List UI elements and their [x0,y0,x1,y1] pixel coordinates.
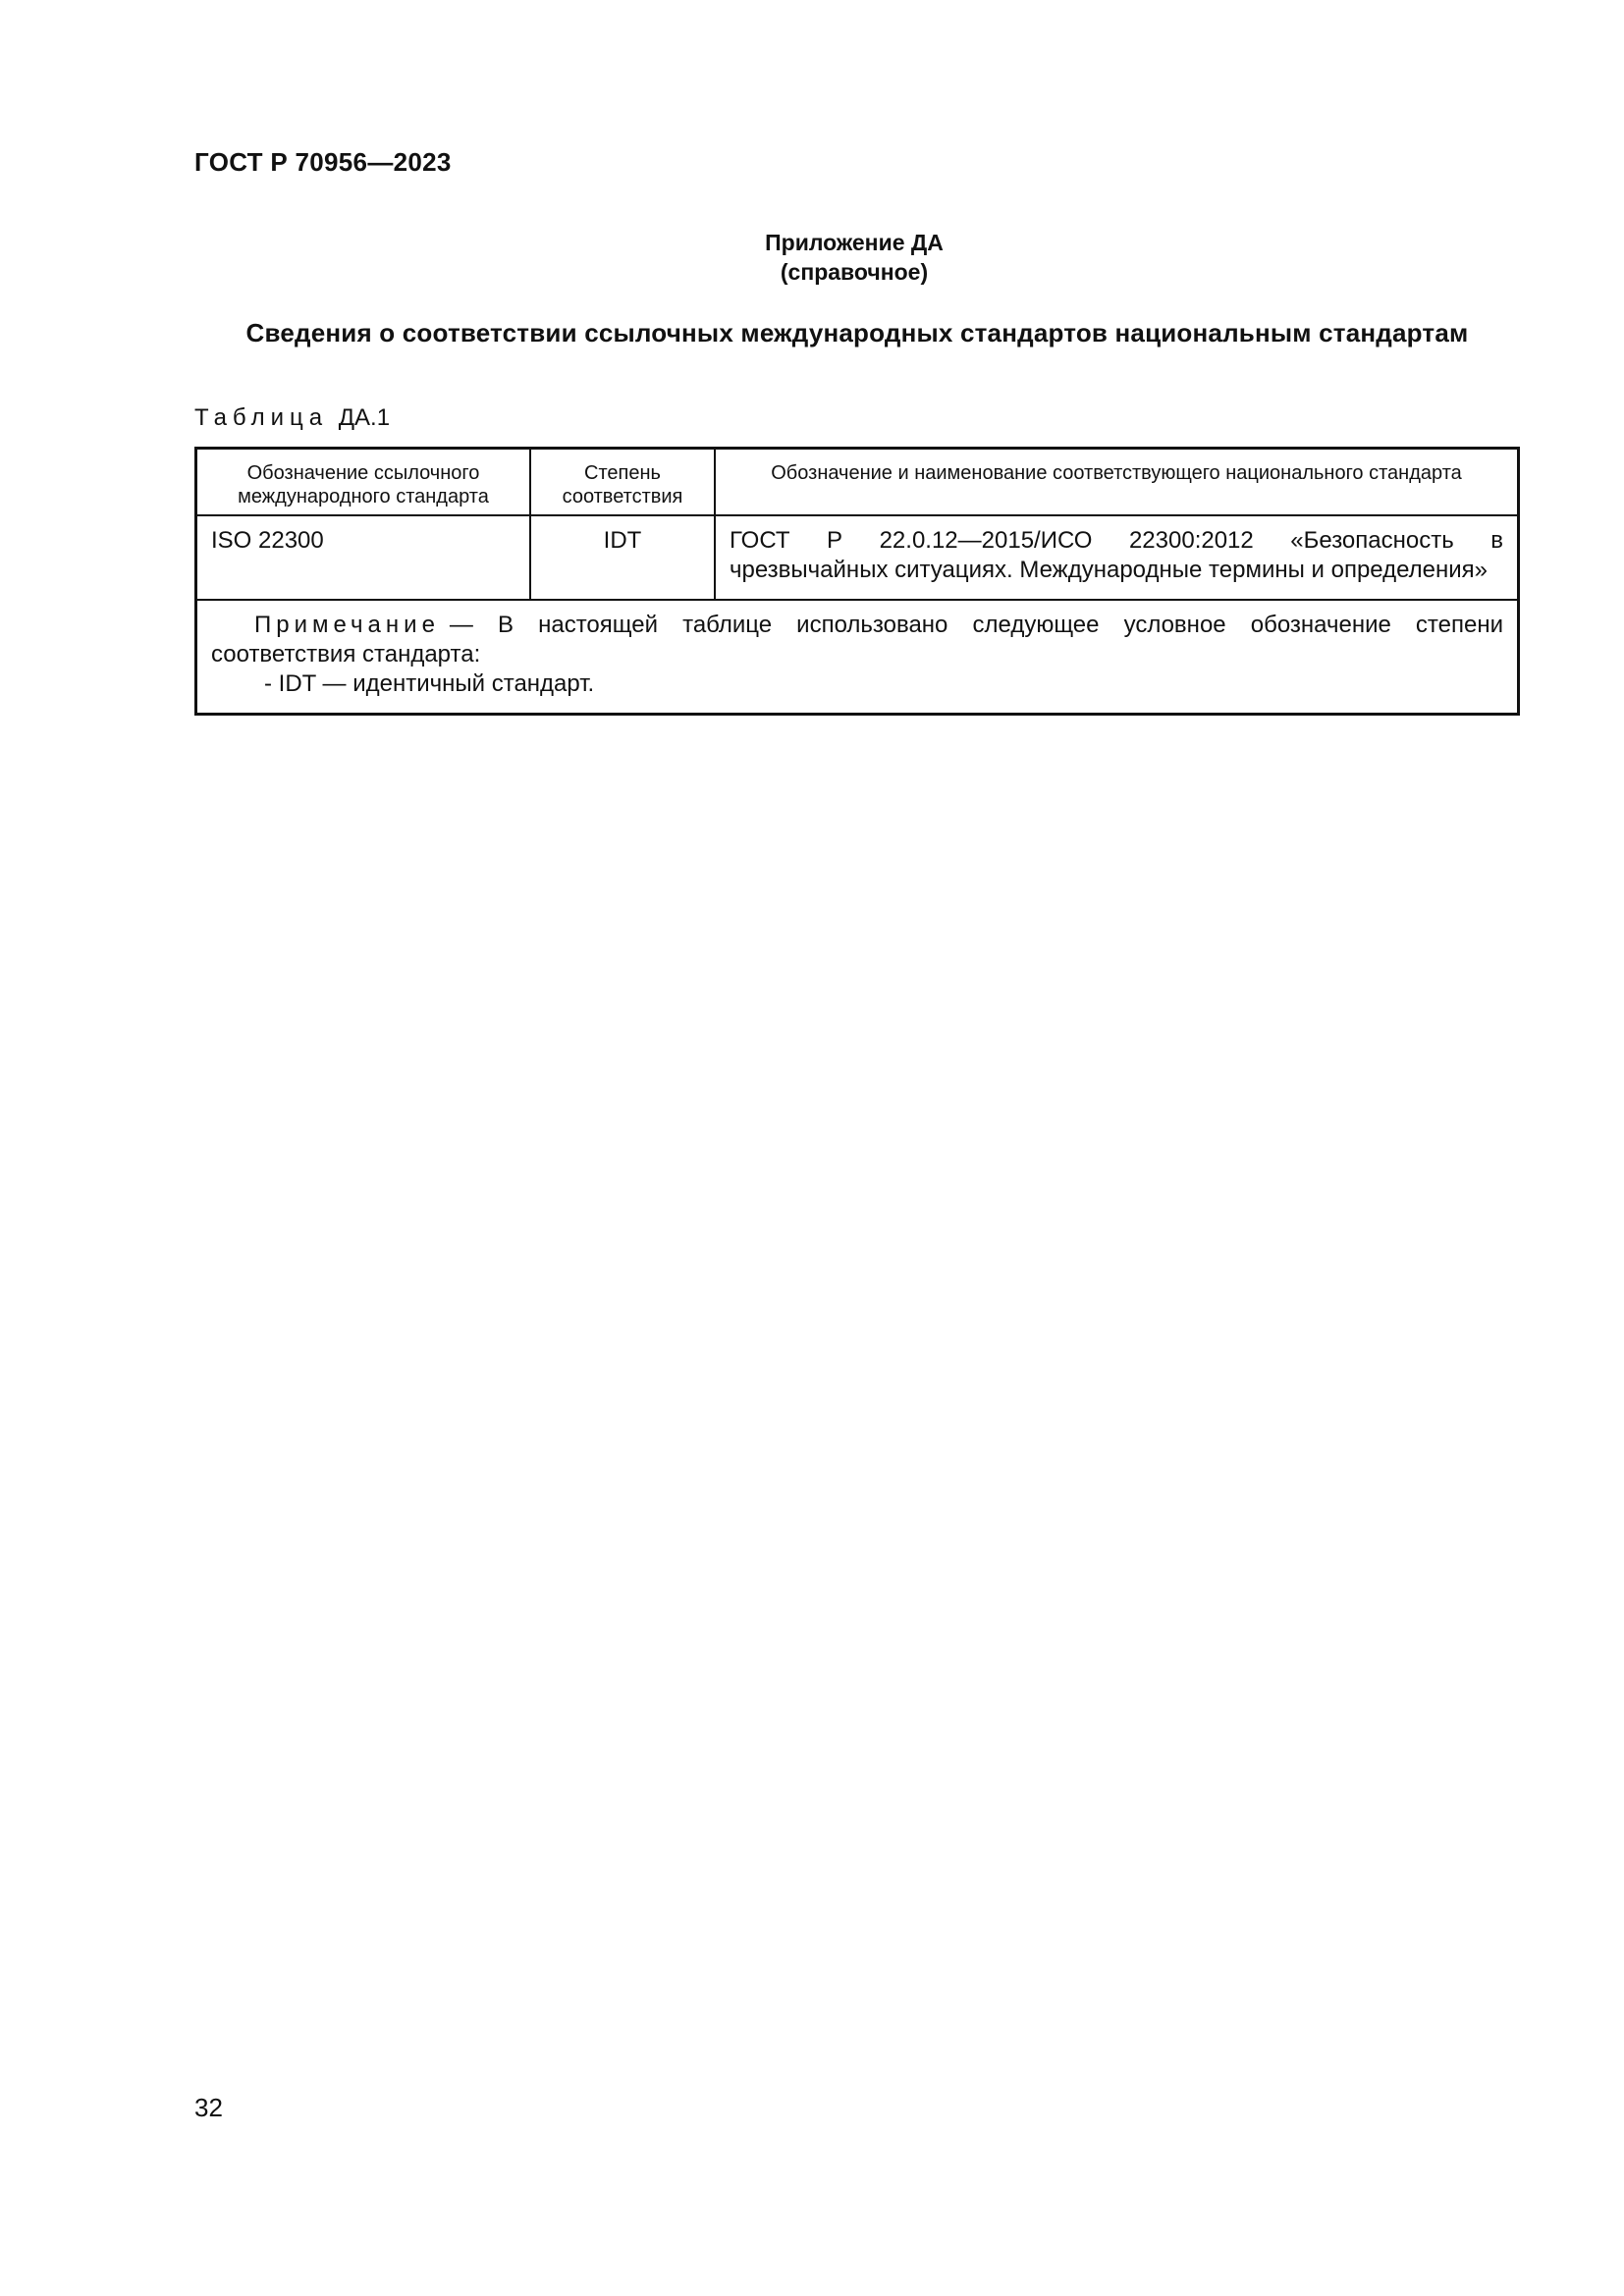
note-text: — В настоящей таблице использовано следующее условное обозначение степени соответствия стандарта: [211,612,1503,667]
note-label: Примечание [254,612,440,638]
cell-degree: IDT [530,515,715,600]
correspondence-table [194,447,1520,716]
document-code: ГОСТ Р 70956—2023 [194,147,452,177]
column-header-national-standard: Обозначение и наименование соответствующего национального стандарта [715,449,1519,516]
note-item: - IDT — идентичный стандарт. [264,670,595,697]
appendix-kind: (справочное) [780,259,929,285]
page-number: 32 [194,2093,223,2122]
section-title: Сведения о соответствии ссылочных международных стандартов национальным стандартам [245,318,1469,347]
table-caption [194,404,390,432]
column-header-degree: Степень соответствия [530,449,715,516]
column-header-intl-standard: Обозначение ссылочного международного стандарта [196,449,531,516]
table-row [196,515,1519,600]
table-caption-label: Таблица [194,404,329,431]
cell-intl-standard: ISO 22300 [196,515,531,600]
table-header-row [196,449,1519,516]
table-caption-number: ДА.1 [338,404,391,431]
cell-national-standard: ГОСТ Р 22.0.12—2015/ИСО 22300:2012 «Безопасность в чрезвычайных ситуациях. Международные термины и определения» [715,515,1519,600]
table-note-row [196,600,1519,715]
appendix-heading [0,228,1624,287]
table-note [196,600,1519,715]
appendix-title: Приложение ДА [765,230,944,255]
